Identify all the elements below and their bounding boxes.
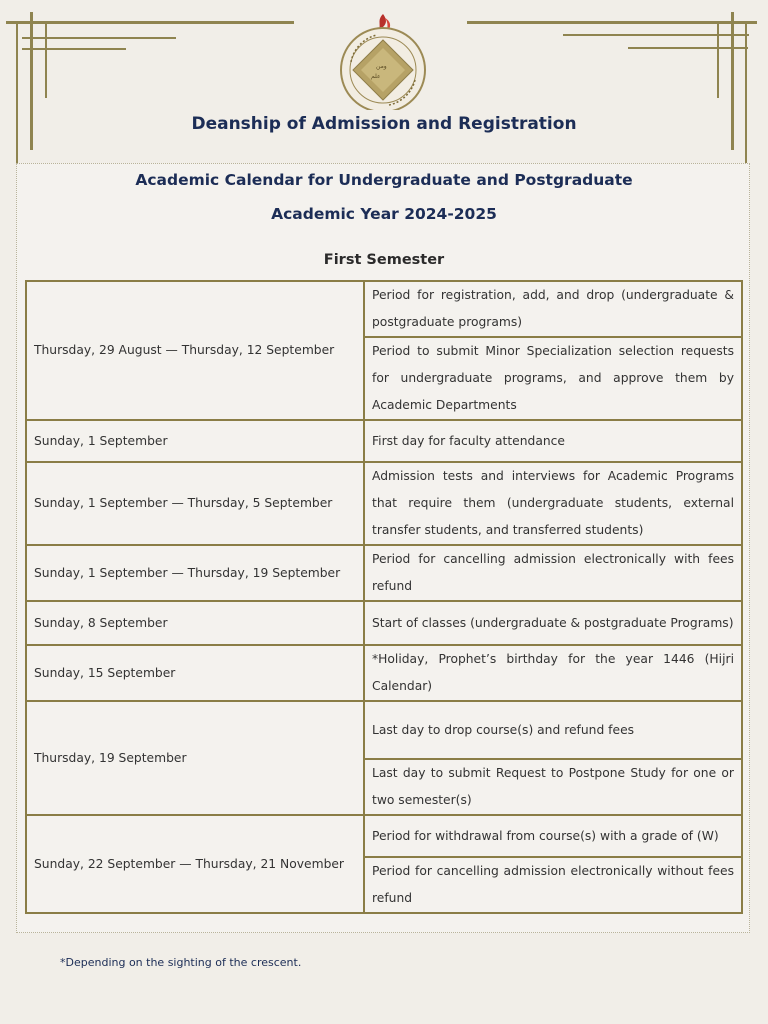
semester-title: First Semester — [323, 252, 445, 268]
svg-text:ومن: ومن — [376, 63, 387, 70]
table-row — [26, 281, 742, 337]
frame-left-vertical-2 — [45, 24, 47, 98]
event-cell: Start of classes (undergraduate & postgraduate Programs) — [364, 601, 742, 645]
date-cell: Thursday, 19 September — [26, 701, 364, 815]
event-cell: Last day to drop course(s) and refund fees — [364, 701, 742, 759]
date-cell: Sunday, 1 September — Thursday, 19 September — [26, 545, 364, 601]
calendar-table — [25, 280, 743, 914]
frame-left-horizontal-3 — [22, 48, 126, 50]
frame-left-vertical-3 — [16, 24, 18, 164]
event-cell: Period to submit Minor Specialization selection requests for undergraduate programs, and approve them by Academic Departments — [364, 337, 742, 420]
event-cell: Period for withdrawal from course(s) with a grade of (W) — [364, 815, 742, 857]
event-cell: Period for cancelling admission electronically with fees refund — [364, 545, 742, 601]
table-row — [26, 701, 742, 759]
table-row — [26, 815, 742, 857]
date-cell: Thursday, 29 August — Thursday, 12 September — [26, 281, 364, 420]
event-cell: Admission tests and interviews for Academic Programs that require them (undergraduate students, external transfer students, and transferred students) — [364, 462, 742, 545]
frame-right-vertical-2 — [717, 24, 719, 98]
frame-right-horizontal-3 — [628, 47, 748, 49]
event-cell: *Holiday, Prophet’s birthday for the year 1446 (Hijri Calendar) — [364, 645, 742, 701]
date-cell: Sunday, 1 September — Thursday, 5 September — [26, 462, 364, 545]
event-cell: Last day to submit Request to Postpone Study for one or two semester(s) — [364, 759, 742, 815]
frame-right-vertical-3 — [745, 24, 747, 164]
date-cell: Sunday, 15 September — [26, 645, 364, 701]
calendar-title: Academic Calendar for Undergraduate and Postgraduate — [135, 171, 633, 189]
frame-left-horizontal-1 — [6, 21, 294, 24]
frame-right-horizontal-2 — [563, 34, 749, 36]
svg-text:علم: علم — [371, 73, 381, 80]
date-cell: Sunday, 22 September — Thursday, 21 November — [26, 815, 364, 913]
table-row — [26, 601, 742, 645]
event-cell: Period for cancelling admission electronically without fees refund — [364, 857, 742, 913]
deanship-title: Deanship of Admission and Registration — [191, 114, 577, 134]
table-row — [26, 420, 742, 462]
frame-right-horizontal-1 — [467, 21, 757, 24]
date-cell: Sunday, 8 September — [26, 601, 364, 645]
academic-year: Academic Year 2024-2025 — [271, 205, 497, 223]
table-row — [26, 645, 742, 701]
table-row — [26, 545, 742, 601]
table-row — [26, 462, 742, 545]
event-cell: Period for registration, add, and drop (undergraduate & postgraduate programs) — [364, 281, 742, 337]
date-cell: Sunday, 1 September — [26, 420, 364, 462]
university-seal-logo — [337, 10, 429, 110]
footnote: *Depending on the sighting of the crescent. — [60, 956, 302, 969]
event-cell: First day for faculty attendance — [364, 420, 742, 462]
